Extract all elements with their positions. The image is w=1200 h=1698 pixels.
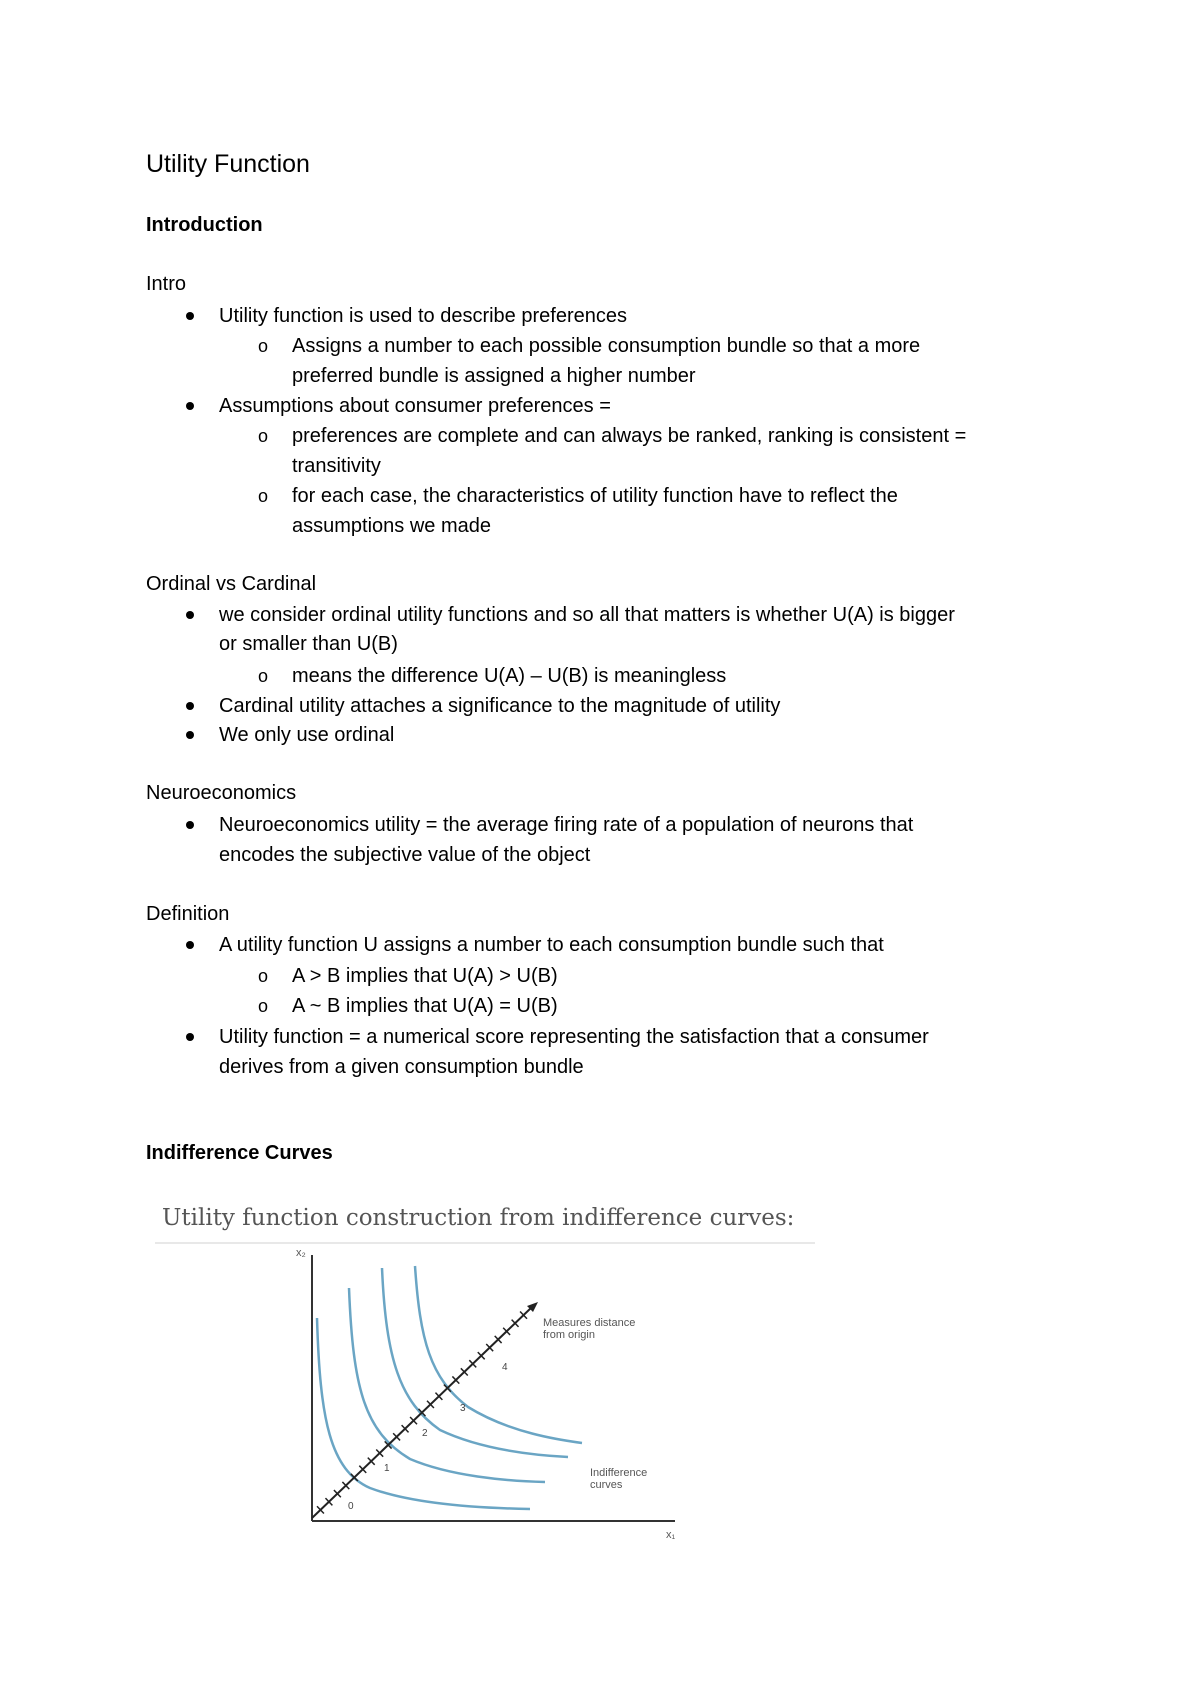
definition-heading: Definition xyxy=(146,903,230,925)
list-item-cont: or smaller than U(B) xyxy=(219,633,398,655)
sub-bullet-icon: o xyxy=(258,486,269,506)
list-item-cont: assumptions we made xyxy=(292,515,491,537)
tick-label-1: 1 xyxy=(384,1463,390,1474)
list-item: Assigns a number to each possible consumption bundle so that a more xyxy=(292,335,921,357)
list-item: Utility function = a numerical score representing the satisfaction that a consumer xyxy=(219,1026,929,1048)
indifference-heading: Indifference Curves xyxy=(146,1142,333,1164)
sub-bullet-icon: o xyxy=(258,426,269,446)
list-item-cont: encodes the subjective value of the object xyxy=(219,844,591,866)
neuro-heading: Neuroeconomics xyxy=(146,782,297,804)
list-item-cont: preferred bundle is assigned a higher number xyxy=(292,365,696,387)
list-item: preferences are complete and can always be ranked, ranking is consistent = xyxy=(292,425,967,447)
list-item: Assumptions about consumer preferences = xyxy=(219,395,611,417)
page-title: Utility Function xyxy=(146,150,310,178)
curves-annotation-line1: Indifference xyxy=(590,1467,648,1479)
list-item: A utility function U assigns a number to each consumption bundle such that xyxy=(219,934,884,956)
curves-annotation-line2: curves xyxy=(590,1479,623,1491)
intro-heading: Intro xyxy=(146,273,187,295)
introduction-heading: Introduction xyxy=(146,214,263,236)
list-item: Cardinal utility attaches a significance to the magnitude of utility xyxy=(219,695,781,717)
tick-label-3: 3 xyxy=(460,1403,466,1414)
list-item: means the difference U(A) – U(B) is meaningless xyxy=(292,665,727,687)
tick-label-2: 2 xyxy=(422,1428,428,1439)
distance-annotation-line2: from origin xyxy=(543,1329,595,1341)
list-item: we consider ordinal utility functions and so all that matters is whether U(A) is bigger xyxy=(219,604,955,626)
x-axis-label: x₁ xyxy=(666,1529,676,1541)
sub-bullet-icon: o xyxy=(258,966,269,986)
sub-bullet-icon: o xyxy=(258,996,269,1016)
list-item: A > B implies that U(A) > U(B) xyxy=(292,965,558,987)
ordinal-heading: Ordinal vs Cardinal xyxy=(146,573,317,595)
sub-bullet-icon: o xyxy=(258,336,269,356)
distance-annotation-line1: Measures distance xyxy=(543,1317,636,1329)
tick-label-0: 0 xyxy=(348,1501,354,1512)
list-item: A ~ B implies that U(A) = U(B) xyxy=(292,995,558,1017)
indifference-curve-3 xyxy=(415,1266,582,1443)
list-item: for each case, the characteristics of utility function have to reflect the xyxy=(292,485,898,507)
sub-bullet-icon: o xyxy=(258,666,269,686)
figure-title: Utility function construction from indifference curves: xyxy=(162,1205,795,1231)
y-axis-label: x₂ xyxy=(296,1247,306,1259)
list-item-cont: derives from a given consumption bundle xyxy=(219,1056,584,1078)
list-item: We only use ordinal xyxy=(219,724,395,746)
list-item: Neuroeconomics utility = the average firing rate of a population of neurons that xyxy=(219,814,914,836)
tick-label-4: 4 xyxy=(502,1362,508,1373)
list-item-cont: transitivity xyxy=(292,455,381,477)
list-item: Utility function is used to describe preferences xyxy=(219,305,627,327)
